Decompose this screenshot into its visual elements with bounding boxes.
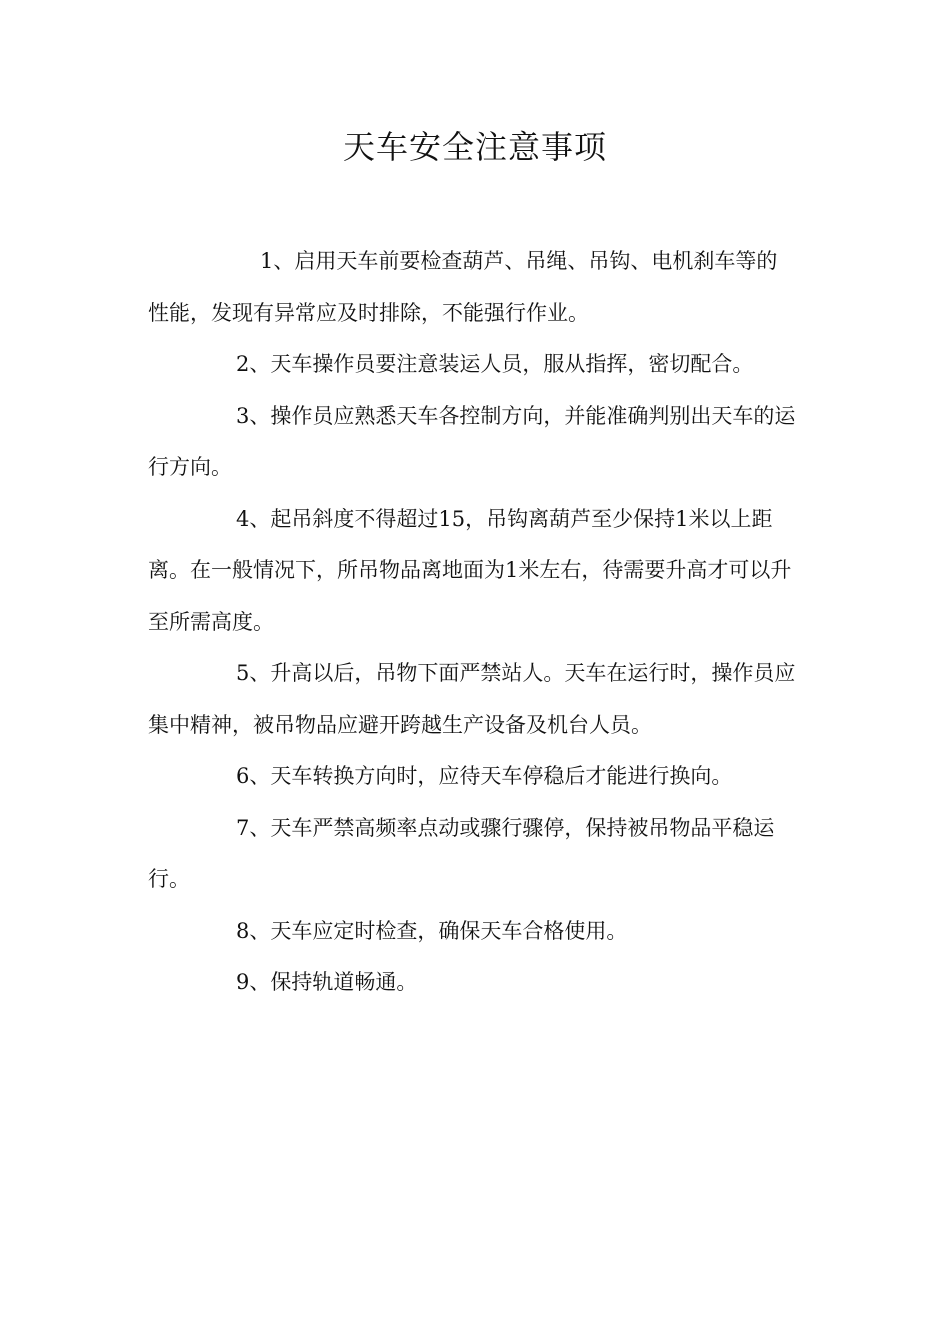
rule-item-5: 5、升高以后，吊物下面严禁站人。天车在运行时，操作员应集中精神，被吊物品应避开跨越生产设备及机台人员。	[148, 661, 796, 737]
rule-item-8: 8、天车应定时检查，确保天车合格使用。	[236, 918, 628, 943]
rule-item-4: 4、起吊斜度不得超过15，吊钩离葫芦至少保持1米以上距离。在一般情况下，所吊物品离地面为1米左右，待需要升高才可以升至所需高度。	[148, 506, 792, 634]
document-title: 天车安全注意事项	[342, 128, 607, 166]
rule-item-6: 6、天车转换方向时，应待天车停稳后才能进行换向。	[236, 764, 733, 788]
rule-item-9: 9、保持轨道畅通。	[236, 970, 418, 994]
document-body	[148, 236, 798, 1009]
rule-item-2: 2、天车操作员要注意装运人员，服从指挥，密切配合。	[236, 352, 754, 376]
rule-item-1: 1、启用天车前要检查葫芦、吊绳、吊钩、电机刹车等的性能，发现有异常应及时排除，不能强行作业。	[148, 249, 778, 325]
rule-item-7: 7、天车严禁高频率点动或骤行骤停，保持被吊物品平稳运行。	[148, 815, 775, 891]
rule-item-3: 3、操作员应熟悉天车各控制方向，并能准确判别出天车的运行方向。	[148, 403, 796, 479]
